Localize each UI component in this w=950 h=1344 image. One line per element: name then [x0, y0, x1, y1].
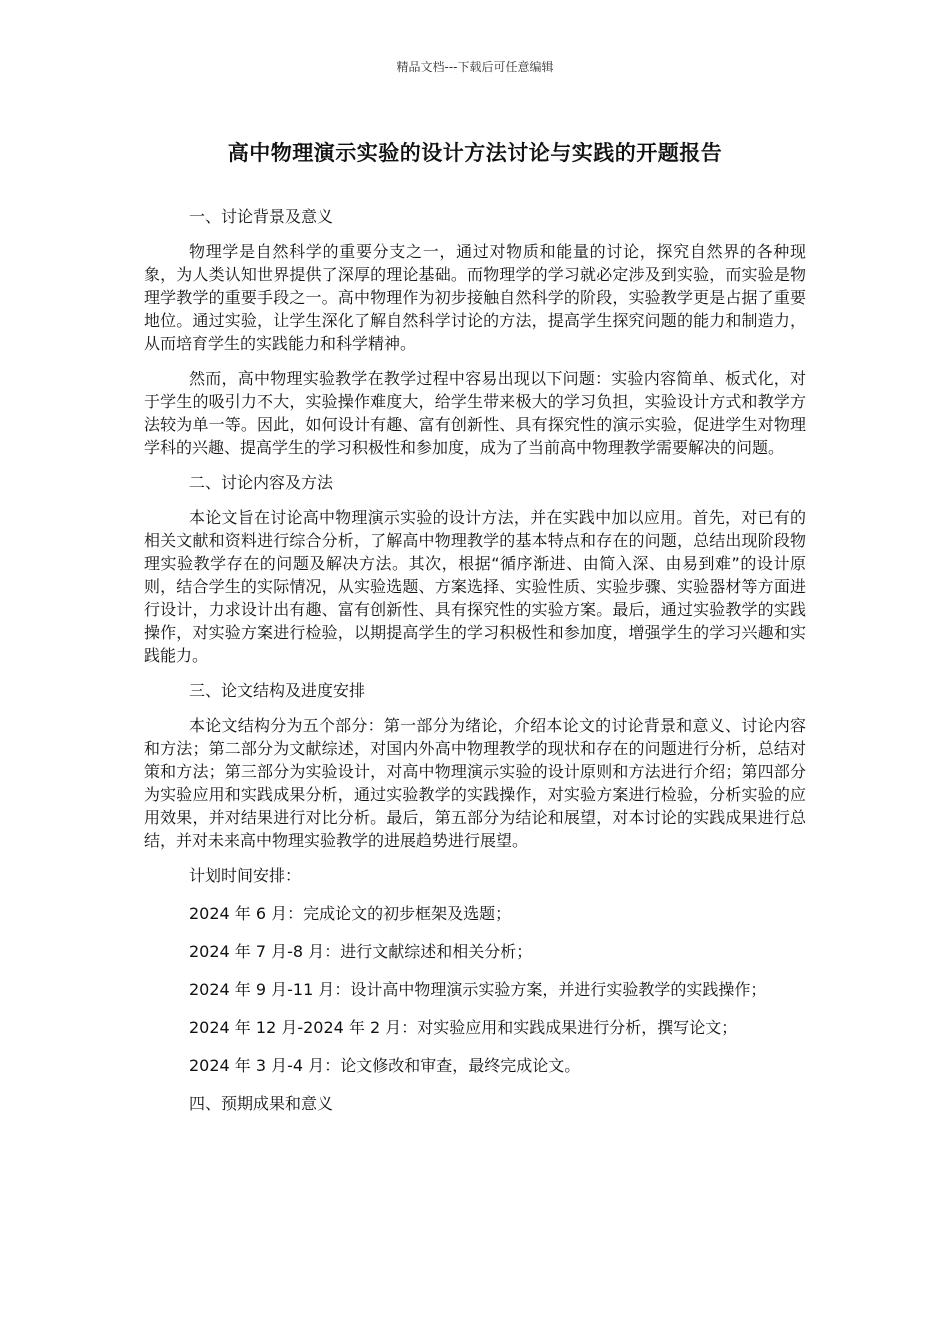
schedule-item: 2024 年 3 月-4 月：论文修改和审查，最终完成论文。	[189, 1056, 581, 1075]
paragraph: 然而，高中物理实验教学在教学过程中容易出现以下问题：实验内容简单、板式化，对于学生的吸引力不大，实验操作难度大，给学生带来极大的学习负担，实验设计方式和教学方法较为单一等。因此，如何设计有趣、富有创新性、具有探究性的演示实验，促进学生对物理学科的兴趣、提高学生的学习积极性和参加度，成为了当前高中物理教学需要解决的问题。	[144, 369, 806, 457]
paragraph: 物理学是自然科学的重要分支之一，通过对物质和能量的讨论，探究自然界的各种现象，为人类认知世界提供了深厚的理论基础。而物理学的学习就必定涉及到实验，而实验是物理学教学的重要手段之一。高中物理作为初步接触自然科学的阶段，实验教学更是占据了重要地位。通过实验，让学生深化了解自然科学讨论的方法，提高学生探究问题的能力和制造力，从而培育学生的实践能力和科学精神。	[144, 242, 806, 353]
section-heading-background: 一、讨论背景及意义	[189, 207, 334, 226]
schedule-item: 2024 年 9 月-11 月：设计高中物理演示实验方案，并进行实验教学的实践操作；	[189, 980, 767, 999]
section-heading-structure-schedule: 三、论文结构及进度安排	[189, 681, 366, 700]
schedule-item: 2024 年 7 月-8 月：进行文献综述和相关分析；	[189, 942, 533, 961]
schedule-item: 2024 年 12 月-2024 年 2 月：对实验应用和实践成果进行分析，撰写论文；	[189, 1018, 738, 1037]
document-body	[144, 205, 806, 1115]
paragraph: 本论文结构分为五个部分：第一部分为绪论，介绍本论文的讨论背景和意义、讨论内容和方法；第二部分为文献综述，对国内外高中物理教学的现状和存在的问题进行分析，总结对策和方法；第三部分为实验设计，对高中物理演示实验的设计原则和方法进行介绍；第四部分为实验应用和实践成果分析，通过实验教学的实践操作，对实验方案进行检验，分析实验的应用效果，并对结果进行对比分析。最后，第五部分为结论和展望，对本讨论的实践成果进行总结，并对未来高中物理实验教学的进展趋势进行展望。	[144, 716, 806, 850]
section-heading-content-methods: 二、讨论内容及方法	[189, 473, 334, 492]
schedule-label: 计划时间安排：	[189, 866, 302, 885]
header-note: 精品文档---下载后可任意编辑	[396, 60, 554, 74]
schedule-item: 2024 年 6 月：完成论文的初步框架及选题；	[189, 904, 512, 923]
paragraph: 本论文旨在讨论高中物理演示实验的设计方法，并在实践中加以应用。首先，对已有的相关文献和资料进行综合分析，了解高中物理教学的基本特点和存在的问题，总结出现阶段物理实验教学存在的问题及解决方法。其次，根据“循序渐进、由简入深、由易到难”的设计原则，结合学生的实际情况，从实验选题、方案选择、实验性质、实验步骤、实验器材等方面进行设计，力求设计出有趣、富有创新性、具有探究性的实验方案。最后，通过实验教学的实践操作，对实验方案进行检验，以期提高学生的学习积极性和参加度，增强学生的学习兴趣和实践能力。	[144, 508, 806, 665]
document-title: 高中物理演示实验的设计方法讨论与实践的开题报告	[227, 141, 723, 165]
section-heading-outcomes: 四、预期成果和意义	[189, 1094, 334, 1113]
